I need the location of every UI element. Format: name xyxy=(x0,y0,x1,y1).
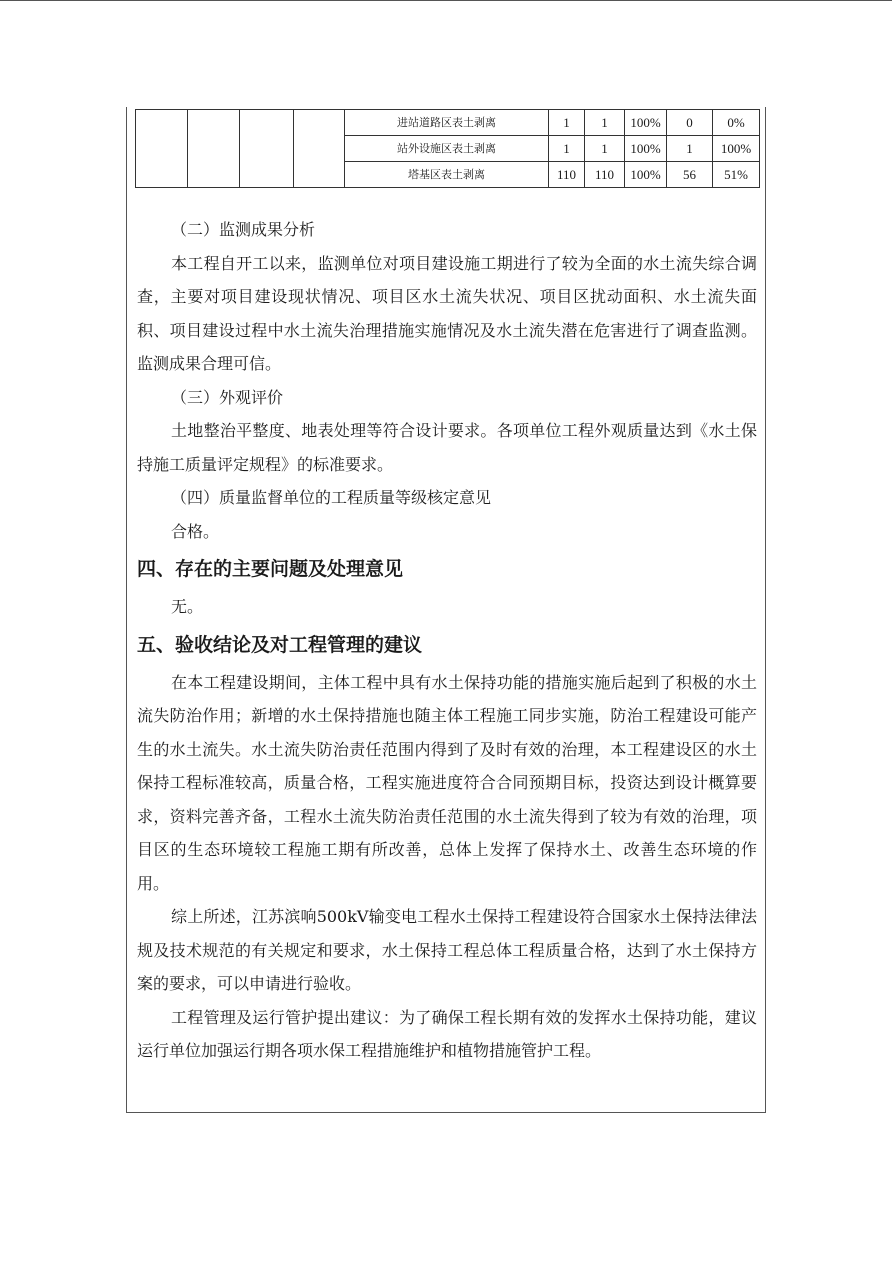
table-cell: 1 xyxy=(549,110,585,136)
supervision-paragraph: 合格。 xyxy=(171,521,220,541)
table-cell: 110 xyxy=(549,162,585,188)
table-cell-item: 进站道路区表土剥离 xyxy=(345,110,549,136)
table-cell: 1 xyxy=(667,136,713,162)
monitoring-table xyxy=(135,109,760,188)
table-cell-item: 塔基区表土剥离 xyxy=(345,162,549,188)
table-cell: 1 xyxy=(585,110,625,136)
table-cell: 100% xyxy=(625,136,667,162)
table-cell: 1 xyxy=(585,136,625,162)
table-empty-cell xyxy=(136,110,188,188)
page-top-rule xyxy=(0,0,892,1)
table-cell: 56 xyxy=(667,162,713,188)
subsection-heading-monitoring: （二）监测成果分析 xyxy=(171,220,316,239)
table-empty-cell xyxy=(294,110,345,188)
table-cell: 1 xyxy=(549,136,585,162)
conclusion-paragraph-1: 在本工程建设期间，主体工程中具有水土保持功能的措施实施后起到了积极的水土流失防治作用；新增的水土保持措施也随主体工程施工同步实施，防治工程建设可能产生的水土流失。水土流失防治责任范围内得到了及时有效的治理，本工程建设区的水土保持工程标准较高，质量合格，工程实施进度符合合同预期目标，投资达到设计概算要求，资料完善齐备，工程水土流失防治责任范围的水土流失得到了较为有效的治理，项目区的生态环境较工程施工期有所改善，总体上发挥了保持水土、改善生态环境的作用。 xyxy=(137,672,757,893)
subsection-heading-supervision: （四）质量监督单位的工程质量等级核定意见 xyxy=(171,488,492,507)
document-body xyxy=(137,213,757,1068)
problems-paragraph: 无。 xyxy=(171,597,204,616)
table-cell: 0 xyxy=(667,110,713,136)
table-cell: 110 xyxy=(585,162,625,188)
section-heading-conclusion: 五、验收结论及对工程管理的建议 xyxy=(137,633,423,656)
table-cell: 51% xyxy=(713,162,760,188)
table-cell: 0% xyxy=(713,110,760,136)
conclusion-paragraph-3: 工程管理及运行管护提出建议：为了确保工程长期有效的发挥水土保持功能，建议运行单位加强运行期各项水保工程措施维护和植物措施管护工程。 xyxy=(137,1007,757,1060)
monitoring-paragraph: 本工程自开工以来，监测单位对项目建设施工期进行了较为全面的水土流失综合调查，主要对项目建设现状情况、项目区水土流失状况、项目区扰动面积、水土流失面积、项目建设过程中水土流失治理措施实施情况及水土流失潜在危害进行了调查监测。监测成果合理可信。 xyxy=(137,253,757,373)
appearance-paragraph: 土地整治平整度、地表处理等符合设计要求。各项单位工程外观质量达到《水土保持施工质量评定规程》的标准要求。 xyxy=(137,421,757,474)
table-cell: 100% xyxy=(625,110,667,136)
table-empty-cell xyxy=(188,110,240,188)
conclusion-paragraph-2: 综上所述，江苏滨响500kV输变电工程水土保持工程建设符合国家水土保持法律法规及技术规范的有关规定和要求，水土保持工程总体工程质量合格，达到了水土保持方案的要求，可以申请进行验收。 xyxy=(137,907,757,993)
section-heading-problems: 四、存在的主要问题及处理意见 xyxy=(137,558,404,580)
table-cell-item: 站外设施区表土剥离 xyxy=(345,136,549,162)
table-cell: 100% xyxy=(625,162,667,188)
table-empty-cell xyxy=(240,110,294,188)
table-row xyxy=(136,110,760,136)
table-cell: 100% xyxy=(713,136,760,162)
subsection-heading-appearance: （三）外观评价 xyxy=(171,387,284,407)
